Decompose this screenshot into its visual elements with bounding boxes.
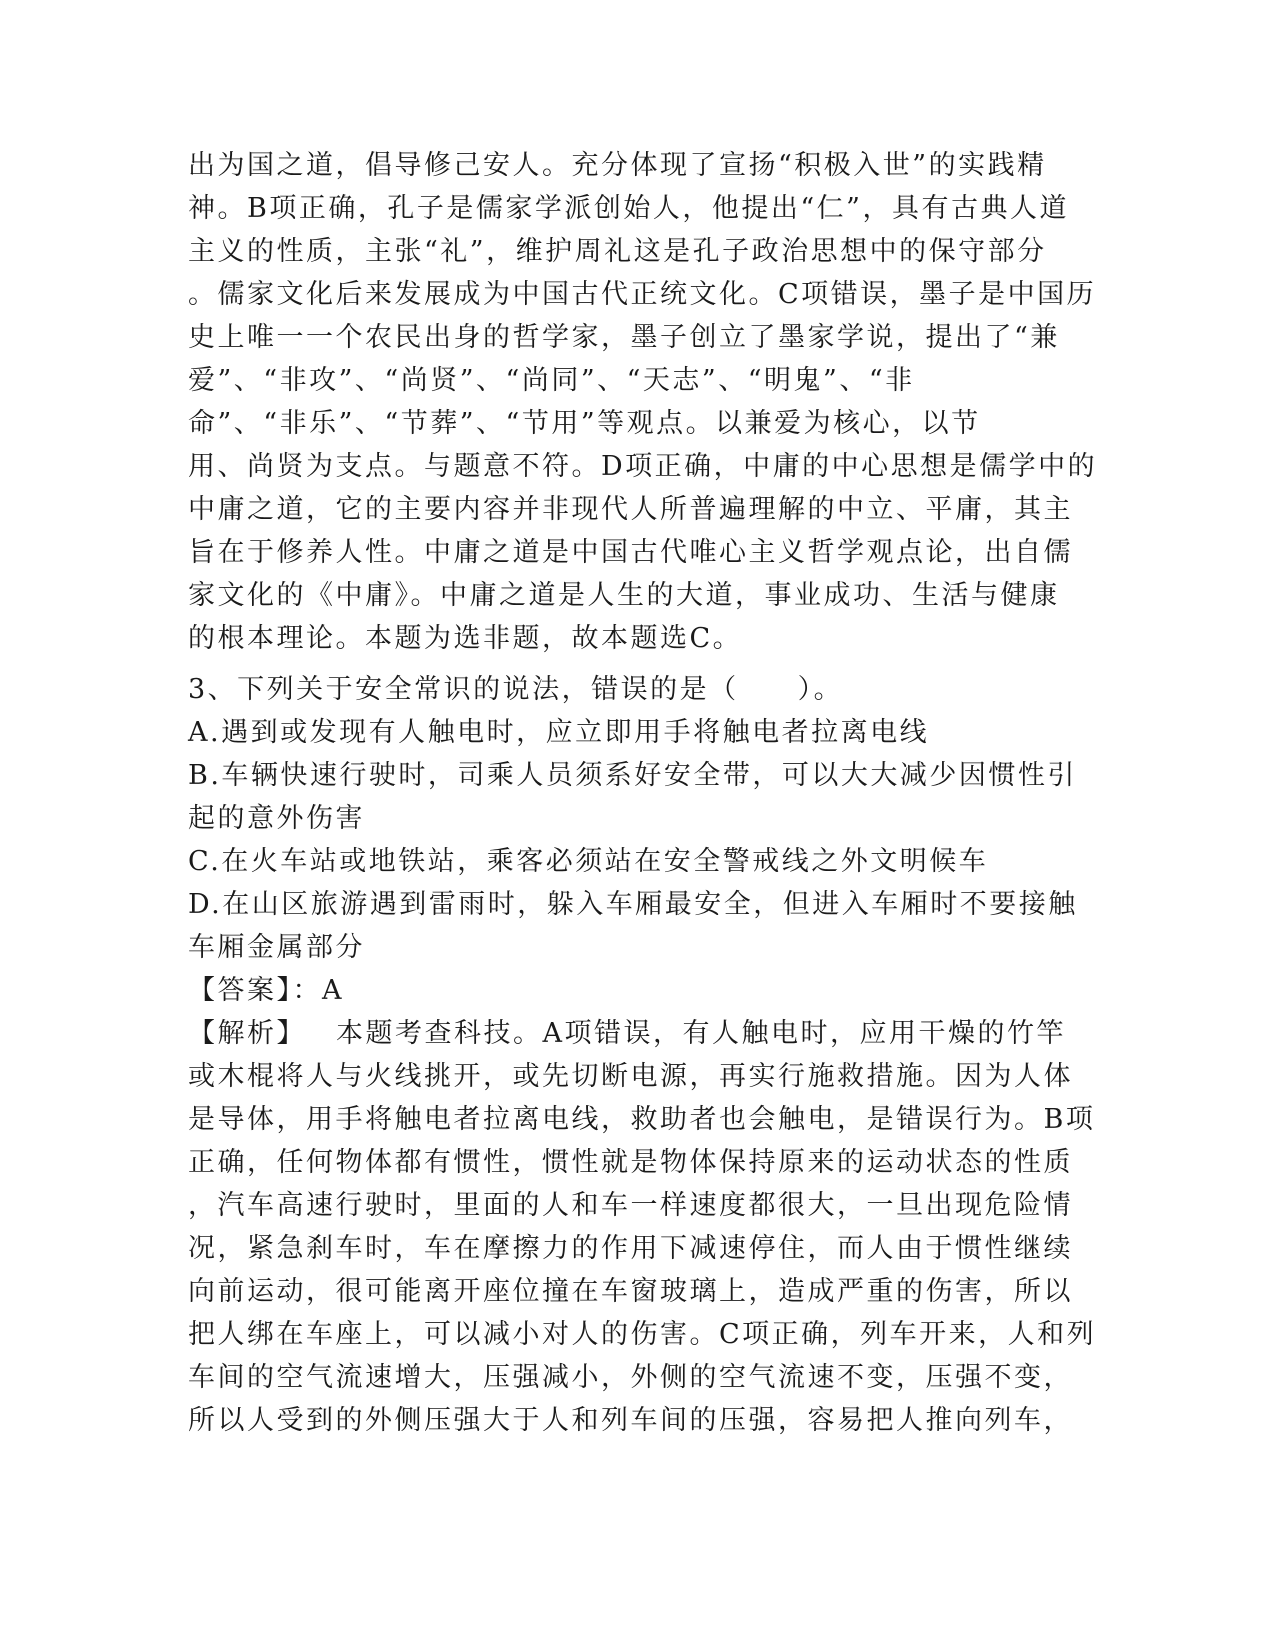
explanation-line: 主义的性质，主张“礼”，维护周礼这是孔子政治思想中的保守部分 — [188, 236, 1047, 267]
option-b-continued: 起的意外伤害 — [188, 803, 365, 834]
explanation-line: 神。B项正确，孔子是儒家学派创始人，他提出“仁”，具有古典人道 — [188, 193, 1069, 224]
previous-question-explanation — [188, 144, 1098, 660]
analysis-line: 所以人受到的外侧压强大于人和列车间的压强，容易把人推向列车， — [188, 1405, 1073, 1436]
analysis-line: ，汽车高速行驶时，里面的人和车一样速度都很大，一旦出现危险情 — [188, 1190, 1073, 1221]
analysis-first-line — [188, 1012, 1088, 1055]
option-d-continued: 车厢金属部分 — [188, 932, 365, 963]
analysis-first-text: 本题考查科技。A项错误，有人触电时，应用干燥的竹竿 — [336, 1018, 1066, 1049]
answer-line: 【答案】：A — [188, 975, 344, 1006]
explanation-line: 爱”、“非攻”、“尚贤”、“尚同”、“天志”、“明鬼”、“非 — [188, 365, 915, 396]
analysis-line: 或木棍将人与火线挑开，或先切断电源，再实行施救措施。因为人体 — [188, 1061, 1073, 1092]
option-a: A.遇到或发现有人触电时，应立即用手将触电者拉离电线 — [188, 717, 930, 748]
explanation-line: 家文化的《中庸》。中庸之道是人生的大道，事业成功、生活与健康 — [188, 580, 1060, 611]
analysis-line: 况，紧急刹车时，车在摩擦力的作用下减速停住，而人由于惯性继续 — [188, 1233, 1073, 1264]
question-3 — [188, 668, 1097, 1442]
explanation-line: 的根本理论。本题为选非题，故本题选C。 — [188, 623, 743, 654]
explanation-line: 命”、“非乐”、“节葬”、“节用”等观点。以兼爱为核心，以节 — [188, 408, 981, 439]
option-d: D.在山区旅游遇到雷雨时，躲入车厢最安全，但进入车厢时不要接触 — [188, 889, 1078, 920]
analysis-line: 把人绑在车座上，可以减小对人的伤害。C项正确，列车开来，人和列 — [188, 1319, 1097, 1350]
explanation-line: 出为国之道，倡导修己安人。充分体现了宣扬“积极入世”的实践精 — [188, 150, 1047, 181]
analysis-line: 是导体，用手将触电者拉离电线，救助者也会触电，是错误行为。B项 — [188, 1104, 1096, 1135]
explanation-line: 中庸之道，它的主要内容并非现代人所普遍理解的中立、平庸，其主 — [188, 494, 1073, 525]
explanation-line: 旨在于修养人性。中庸之道是中国古代唯心主义哲学观点论，出自儒 — [188, 537, 1073, 568]
explanation-line: 。儒家文化后来发展成为中国古代正统文化。C项错误，墨子是中国历 — [188, 279, 1097, 310]
analysis-tag: 【解析】 — [188, 1018, 306, 1049]
explanation-line: 用、尚贤为支点。与题意不符。D项正确，中庸的中心思想是儒学中的 — [188, 451, 1098, 482]
analysis-line: 正确，任何物体都有惯性，惯性就是物体保持原来的运动状态的性质 — [188, 1147, 1073, 1178]
question-stem: 3、下列关于安全常识的说法，错误的是（ ）。 — [188, 674, 844, 705]
analysis-line: 向前运动，很可能离开座位撞在车窗玻璃上，造成严重的伤害，所以 — [188, 1276, 1073, 1307]
analysis-line: 车间的空气流速增大，压强减小，外侧的空气流速不变，压强不变， — [188, 1362, 1073, 1393]
option-c: C.在火车站或地铁站，乘客必须站在安全警戒线之外文明候车 — [188, 846, 989, 877]
option-b: B.车辆快速行驶时，司乘人员须系好安全带，可以大大减少因惯性引 — [188, 760, 1077, 791]
explanation-line: 史上唯一一个农民出身的哲学家，墨子创立了墨家学说，提出了“兼 — [188, 322, 1060, 353]
